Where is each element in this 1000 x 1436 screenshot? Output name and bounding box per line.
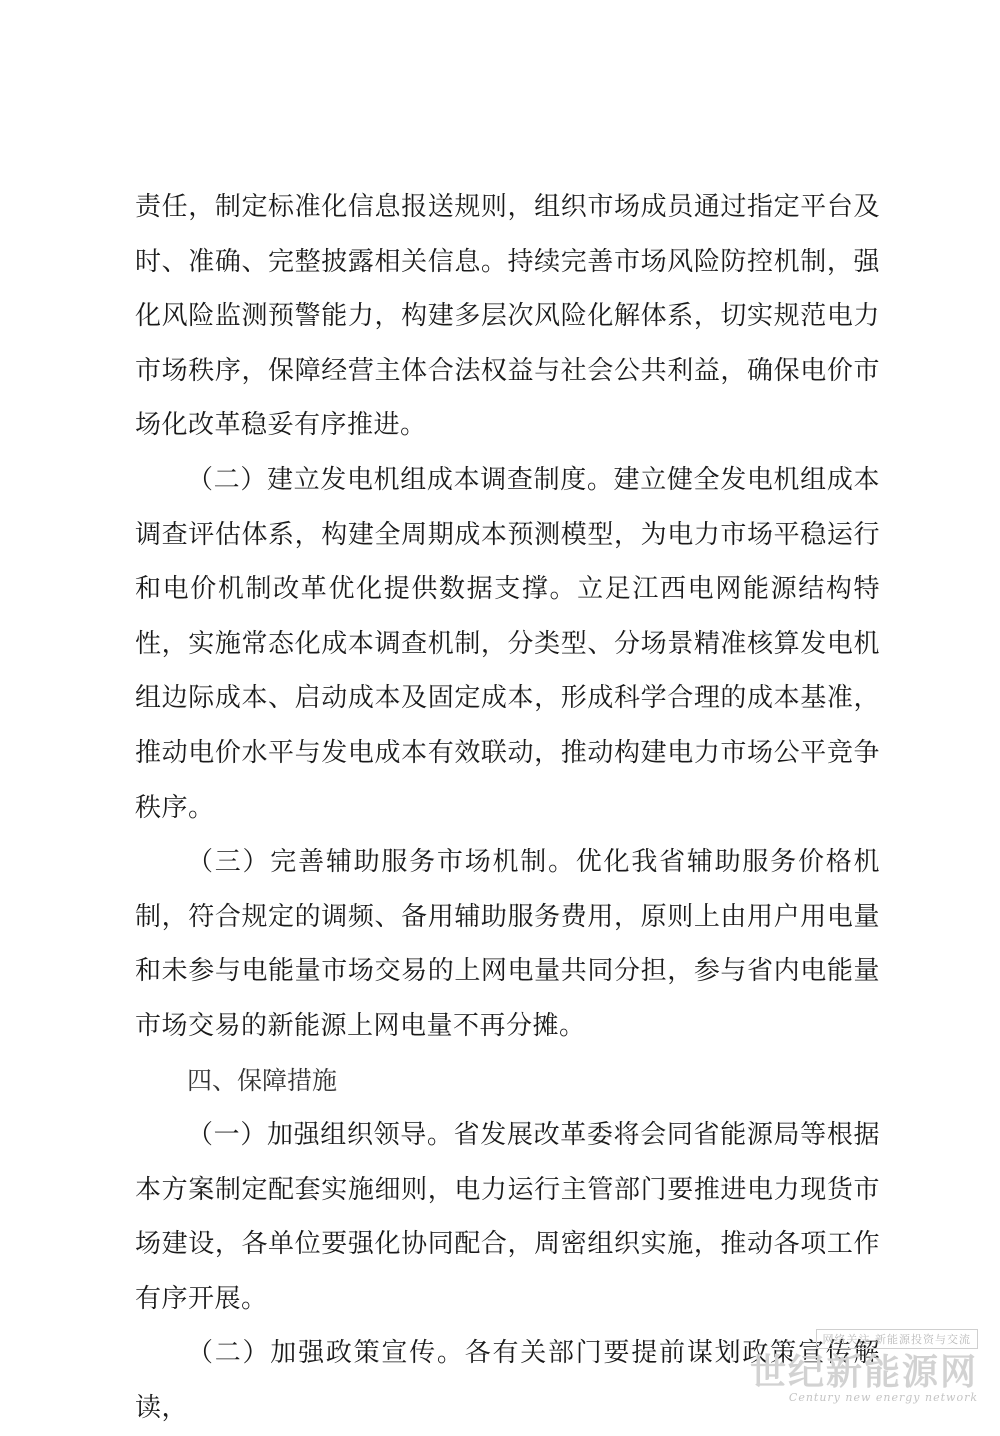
watermark-brand: 世纪新能源网 — [749, 1351, 978, 1393]
section-heading: 四、保障措施 — [187, 1065, 338, 1095]
watermark-english: Century new energy network — [788, 1391, 978, 1404]
paragraph-4: （一）加强组织领导。省发展改革委将会同省能源局等根据本方案制定配套实施细则，电力运行主管部门要推进电力现货市场建设，各单位要强化协同配合，周密组织实施，推动各项工作有序开展。 — [135, 1120, 880, 1314]
watermark-slogan: 网络关注 新能源投资与交流 — [816, 1329, 979, 1349]
paragraph-5: （二）加强政策宣传。各有关部门要提前谋划政策宣传解读， — [135, 1338, 880, 1424]
paragraph-3: （三）完善辅助服务市场机制。优化我省辅助服务价格机制，符合规定的调频、备用辅助服务费用，原则上由用户用电量和未参与电能量市场交易的上网电量共同分担，参与省内电能量市场交易的新能源上网电量不再分摊。 — [135, 847, 880, 1041]
paragraph-2: （二）建立发电机组成本调查制度。建立健全发电机组成本调查评估体系，构建全周期成本预测模型，为电力市场平稳运行和电价机制改革优化提供数据支撑。立足江西电网能源结构特性，实施常态化成本调查机制，分类型、分场景精准核算发电机组边际成本、启动成本及固定成本，形成科学合理的成本基准，推动电价水平与发电成本有效联动，推动构建电力市场公平竞争秩序。 — [135, 464, 880, 823]
document-body — [135, 180, 880, 1436]
watermark-logo — [748, 1328, 978, 1404]
paragraph-1: 责任，制定标准化信息报送规则，组织市场成员通过指定平台及时、准确、完整披露相关信息。持续完善市场风险防控机制，强化风险监测预警能力，构建多层次风险化解体系，切实规范电力市场秩序，保障经营主体合法权益与社会公共利益，确保电价市场化改革稳妥有序推进。 — [135, 192, 880, 441]
